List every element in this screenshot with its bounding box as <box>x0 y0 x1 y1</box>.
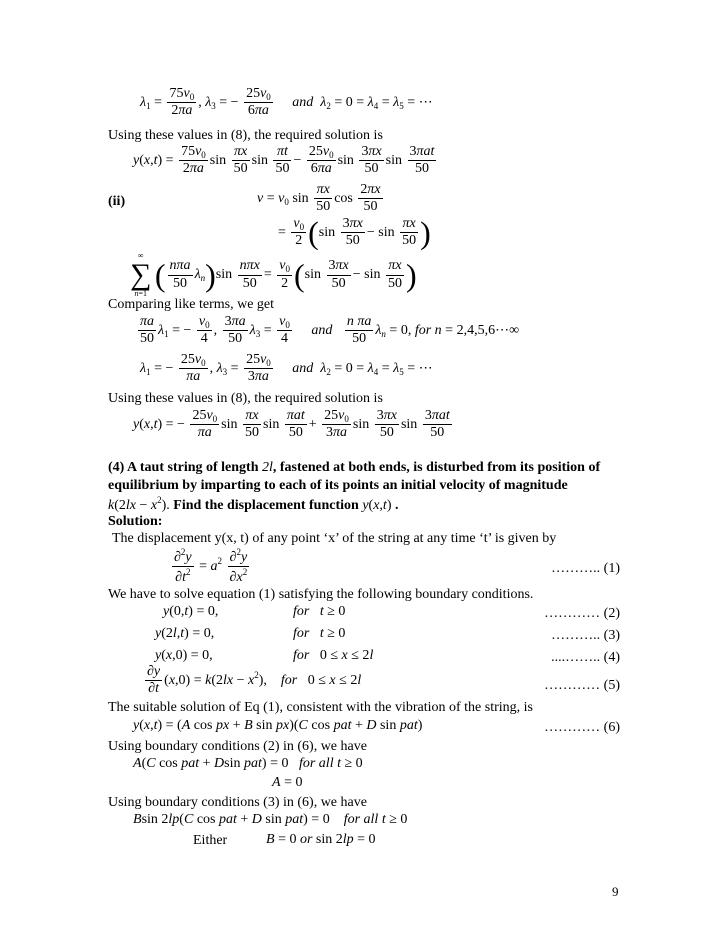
text-using-values-1: Using these values in (8), the required solution is <box>108 128 383 143</box>
text-comparing: Comparing like terms, we get <box>108 297 275 312</box>
eq-bc3-applied: Bsin 2lp(C cos pat + D sin pat) = 0 for all t ≥ 0 <box>133 812 408 827</box>
eq-lambda-values-2: $\lambda_1$ = − $\frac{25v_0}{\pi a}$ , $\lambda_3$ = $\frac{25v_0}{3\pi a}$ and $\lambda_2 = 0 = \lambda_4 = \lambda_5$ = ⋯ <box>140 352 433 385</box>
eq-number-1: ……….. (1) <box>551 561 620 576</box>
eq-bc2-applied: A(C cos pat + Dsin pat) = 0 for all t ≥ 0 <box>133 756 363 771</box>
eq-wave: $\frac{\partial^2y}{\partial t^2}$ = $a^2$ $\frac{\partial^2y}{\partial x^2}$ <box>174 547 248 586</box>
eq-general-solution: y(x,t) = (A cos px + B sin px)(C cos pat + D sin pat) <box>133 718 423 733</box>
eq-bc-5: $\frac{\partial y}{\partial t}$ $(x,0) = k(2lx - x^2)$, for 0 ≤ x ≤ 2l <box>147 664 362 697</box>
eq-bc-4: y(x,0) = 0, <box>155 648 213 663</box>
eq-either: B = 0 or sin 2lp = 0 <box>266 832 376 847</box>
problem-4-line-1: (4) A taut string of length 2l, fastened at both ends, is disturbed from its position of <box>108 460 601 475</box>
eq-bc-2: y(0,t) = 0, <box>163 604 219 619</box>
page-number: 9 <box>612 884 619 899</box>
eq-A-zero: A = 0 <box>272 775 303 790</box>
solution-heading: Solution: <box>108 514 163 529</box>
text-using-values-2: Using these values in (8), the required solution is <box>108 391 383 406</box>
eq-number-4: ....…….. (4) <box>551 650 620 665</box>
text-either: Either <box>193 833 228 848</box>
eq-bc-3: y(2l,t) = 0, <box>155 626 215 641</box>
text-using-bc2: Using boundary conditions (2) in (6), we have <box>108 739 367 754</box>
eq-number-2: ………… (2) <box>544 606 620 621</box>
eq-solution-2: y(x,t) = − $\frac{25v_0}{\pi a}$ sin $\frac{\pi x}{50}$ sin $\frac{\text{πat}}{50}$ + $\frac{25v_0}{3\pi a}$ sin $\frac{3\pi x}{50}$ sin $\frac{\text{3πat}}{50}$ <box>133 408 450 441</box>
eq-v-expanded: = $\frac{v_0}{2}$ (sin $\frac{3\pi x}{50}$ − sin $\frac{\pi x}{50}$ ) <box>257 214 431 251</box>
problem-4-line-3: $k(2lx - x^2)$. Find the displacement function y(x,t) . <box>108 495 399 513</box>
eq-number-3: ……….. (3) <box>551 628 620 643</box>
text-boundary: We have to solve equation (1) satisfying the following boundary conditions. <box>108 587 534 602</box>
eq-bc-3-cond: for t ≥ 0 <box>293 626 346 641</box>
eq-bc-4-cond: for 0 ≤ x ≤ 2l <box>293 648 374 663</box>
text-suitable: The suitable solution of Eq (1), consistent with the vibration of the string, is <box>108 700 533 715</box>
eq-v-initial: $v = v_0$ sin $\frac{\pi x}{50}$ cos $\frac{2\pi x}{50}$ <box>257 182 381 215</box>
label-ii: (ii) <box>108 194 126 209</box>
eq-solution-1: y(x,t) = $\frac{75v_0}{2\pi a}$ sin $\frac{\pi x}{50}$ sin $\frac{\pi t}{50}$ − $\frac{25v_0}{6\pi a}$ sin $\frac{3\pi x}{50}$ sin $\frac{\text{3πat}}{50}$ <box>133 144 435 177</box>
eq-number-6: ………… (6) <box>544 720 620 735</box>
eq-lambda-values-1: $\lambda_1$ = $\frac{75v_0}{2\pi a}$ , $\lambda_3$ = − $\frac{25v_0}{6\pi a}$ and $\lambda_2 = 0 = \lambda_4 = \lambda_5$ = ⋯ <box>140 86 433 119</box>
eq-comparing: $\frac{\pi a}{50}$ $\lambda_1$ = − $\frac{v_0}{4}$ , $\frac{3\pi a}{50}$ $\lambda_3$ = $\frac{v_0}{4}$ and $\frac{\text{n πa}}{50}$ $\lambda_n = 0$, for n = 2,4,5,6⋯∞ <box>140 314 520 347</box>
text-displacement: The displacement y(x, t) of any point ‘x’ of the string at any time ‘t’ is given by <box>112 531 557 546</box>
problem-4-line-2: equilibrium by imparting to each of its points an initial velocity of magnitude <box>108 478 568 493</box>
eq-bc-2-cond: for t ≥ 0 <box>293 604 346 619</box>
text-using-bc3: Using boundary conditions (3) in (6), we have <box>108 795 367 810</box>
eq-sum: ∞ ∑ n=1 ( $\frac{\text{nπa}}{50}$ $\lambda_n)\sin$ $\frac{\text{nπx}}{50}$ = $\frac{v_0}{2}$ (sin $\frac{3\pi x}{50}$ − sin $\frac{\pi x}{50}$ ) <box>130 251 417 298</box>
eq-number-5: ………… (5) <box>544 678 620 693</box>
